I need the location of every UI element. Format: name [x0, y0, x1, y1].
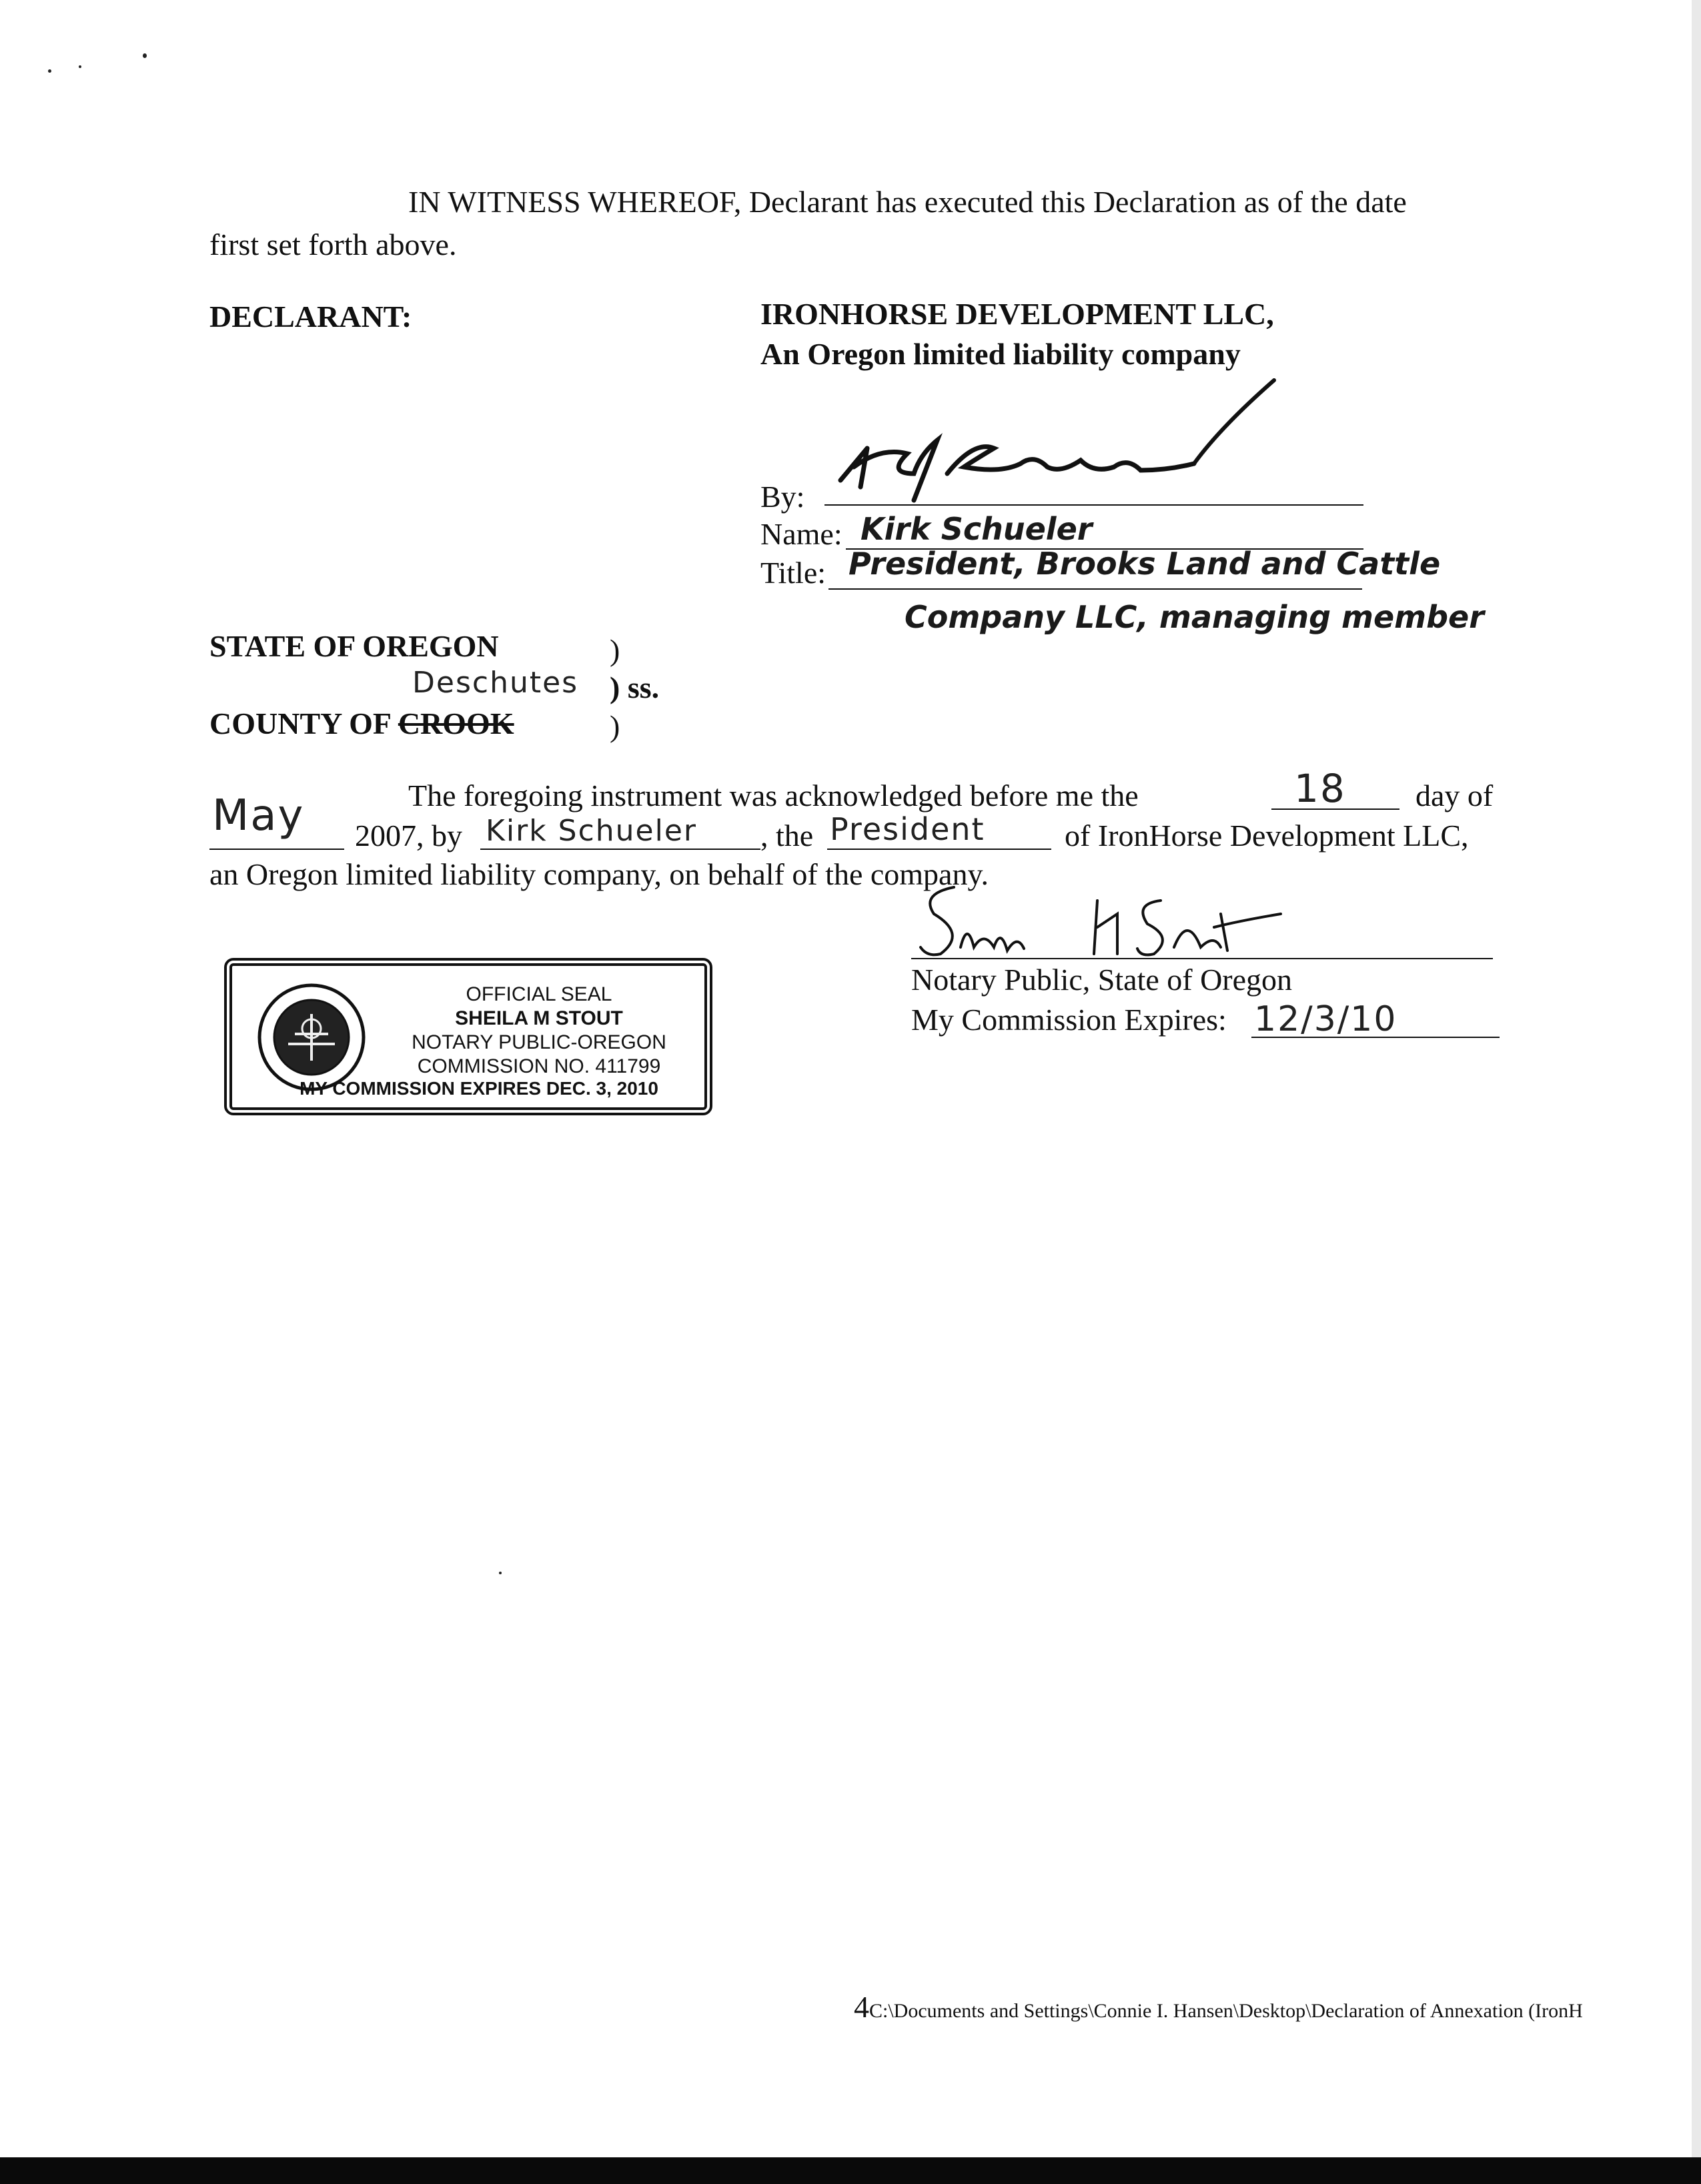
ack-text-c: of IronHorse Development LLC, [1065, 818, 1469, 853]
by-signature-line [824, 504, 1363, 506]
declarant-label: DECLARANT: [209, 300, 412, 334]
company-name: IRONHORSE DEVELOPMENT LLC, [760, 297, 1274, 331]
seal-line-1: OFFICIAL SEAL [466, 983, 612, 1005]
by-label: By: [760, 480, 805, 514]
title-handwritten-line-1: President, Brooks Land and Cattle [848, 546, 1441, 582]
ack-person: Kirk Schueler [486, 814, 697, 848]
footer [854, 1989, 1583, 2025]
title-handwritten-line-2: Company LLC, managing member [905, 599, 1484, 635]
ack-text-b: day of [1415, 778, 1494, 812]
scan-speck [48, 69, 51, 73]
state-paren: ) [610, 633, 620, 667]
ack-the: , the [760, 818, 814, 853]
scan-edge [1692, 0, 1701, 2184]
seal-line-2: SHEILA M STOUT [455, 1007, 623, 1029]
notary-signature [907, 874, 1321, 961]
commission-expires-value: 12/3/10 [1254, 999, 1397, 1039]
state-label: STATE OF OREGON [209, 629, 499, 663]
witness-line-1: IN WITNESS WHEREOF, Declarant has executed this Declaration as of the date [408, 185, 1407, 219]
name-handwritten: Kirk Schueler [861, 511, 1093, 547]
title-label: Title: [760, 556, 826, 590]
ack-text-a: The foregoing instrument was acknowledged before me the [408, 778, 1139, 812]
title-line [828, 588, 1362, 590]
day-line [1271, 808, 1399, 810]
name-label: Name: [760, 517, 842, 551]
seal-line-4: COMMISSION NO. 411799 [417, 1055, 661, 1077]
company-description: An Oregon limited liability company [760, 337, 1241, 371]
ack-role: President [830, 811, 985, 847]
declarant-signature [820, 374, 1301, 507]
page-number: 4 [854, 1990, 869, 2024]
ack-year-by: 2007, by [355, 818, 462, 853]
scan-speck [143, 53, 147, 58]
seal-line-5: MY COMMISSION EXPIRES DEC. 3, 2010 [300, 1078, 658, 1099]
ack-day: 18 [1294, 766, 1346, 811]
ss-label: ) ss. [610, 670, 660, 704]
expires-line [1251, 1037, 1500, 1038]
oregon-state-seal-emblem [255, 981, 368, 1094]
month-line [209, 849, 344, 850]
commission-expires-label: My Commission Expires: [911, 1003, 1227, 1037]
ack-line-3: an Oregon limited liability company, on behalf of the company. [209, 857, 989, 891]
seal-line-3: NOTARY PUBLIC-OREGON [412, 1031, 666, 1053]
notary-signature-line [911, 958, 1493, 959]
ack-month: May [212, 791, 305, 841]
county-label [209, 707, 514, 741]
witness-line-2: first set forth above. [209, 227, 457, 261]
official-seal-stamp [224, 958, 712, 1115]
file-path: C:\Documents and Settings\Connie I. Hansen\Desktop\Declaration of Annexation (IronH [869, 2000, 1583, 2022]
scan-speck [499, 1572, 502, 1574]
notary-public-label: Notary Public, State of Oregon [911, 963, 1293, 997]
scan-speck [79, 65, 81, 68]
role-line [827, 849, 1051, 850]
county-handwritten: Deschutes [412, 666, 579, 700]
county-paren: ) [610, 709, 620, 743]
person-line [480, 849, 760, 850]
county-struck: CROOK [398, 706, 514, 740]
county-prefix: COUNTY OF [209, 706, 391, 740]
scan-bottom-band [0, 2157, 1701, 2184]
